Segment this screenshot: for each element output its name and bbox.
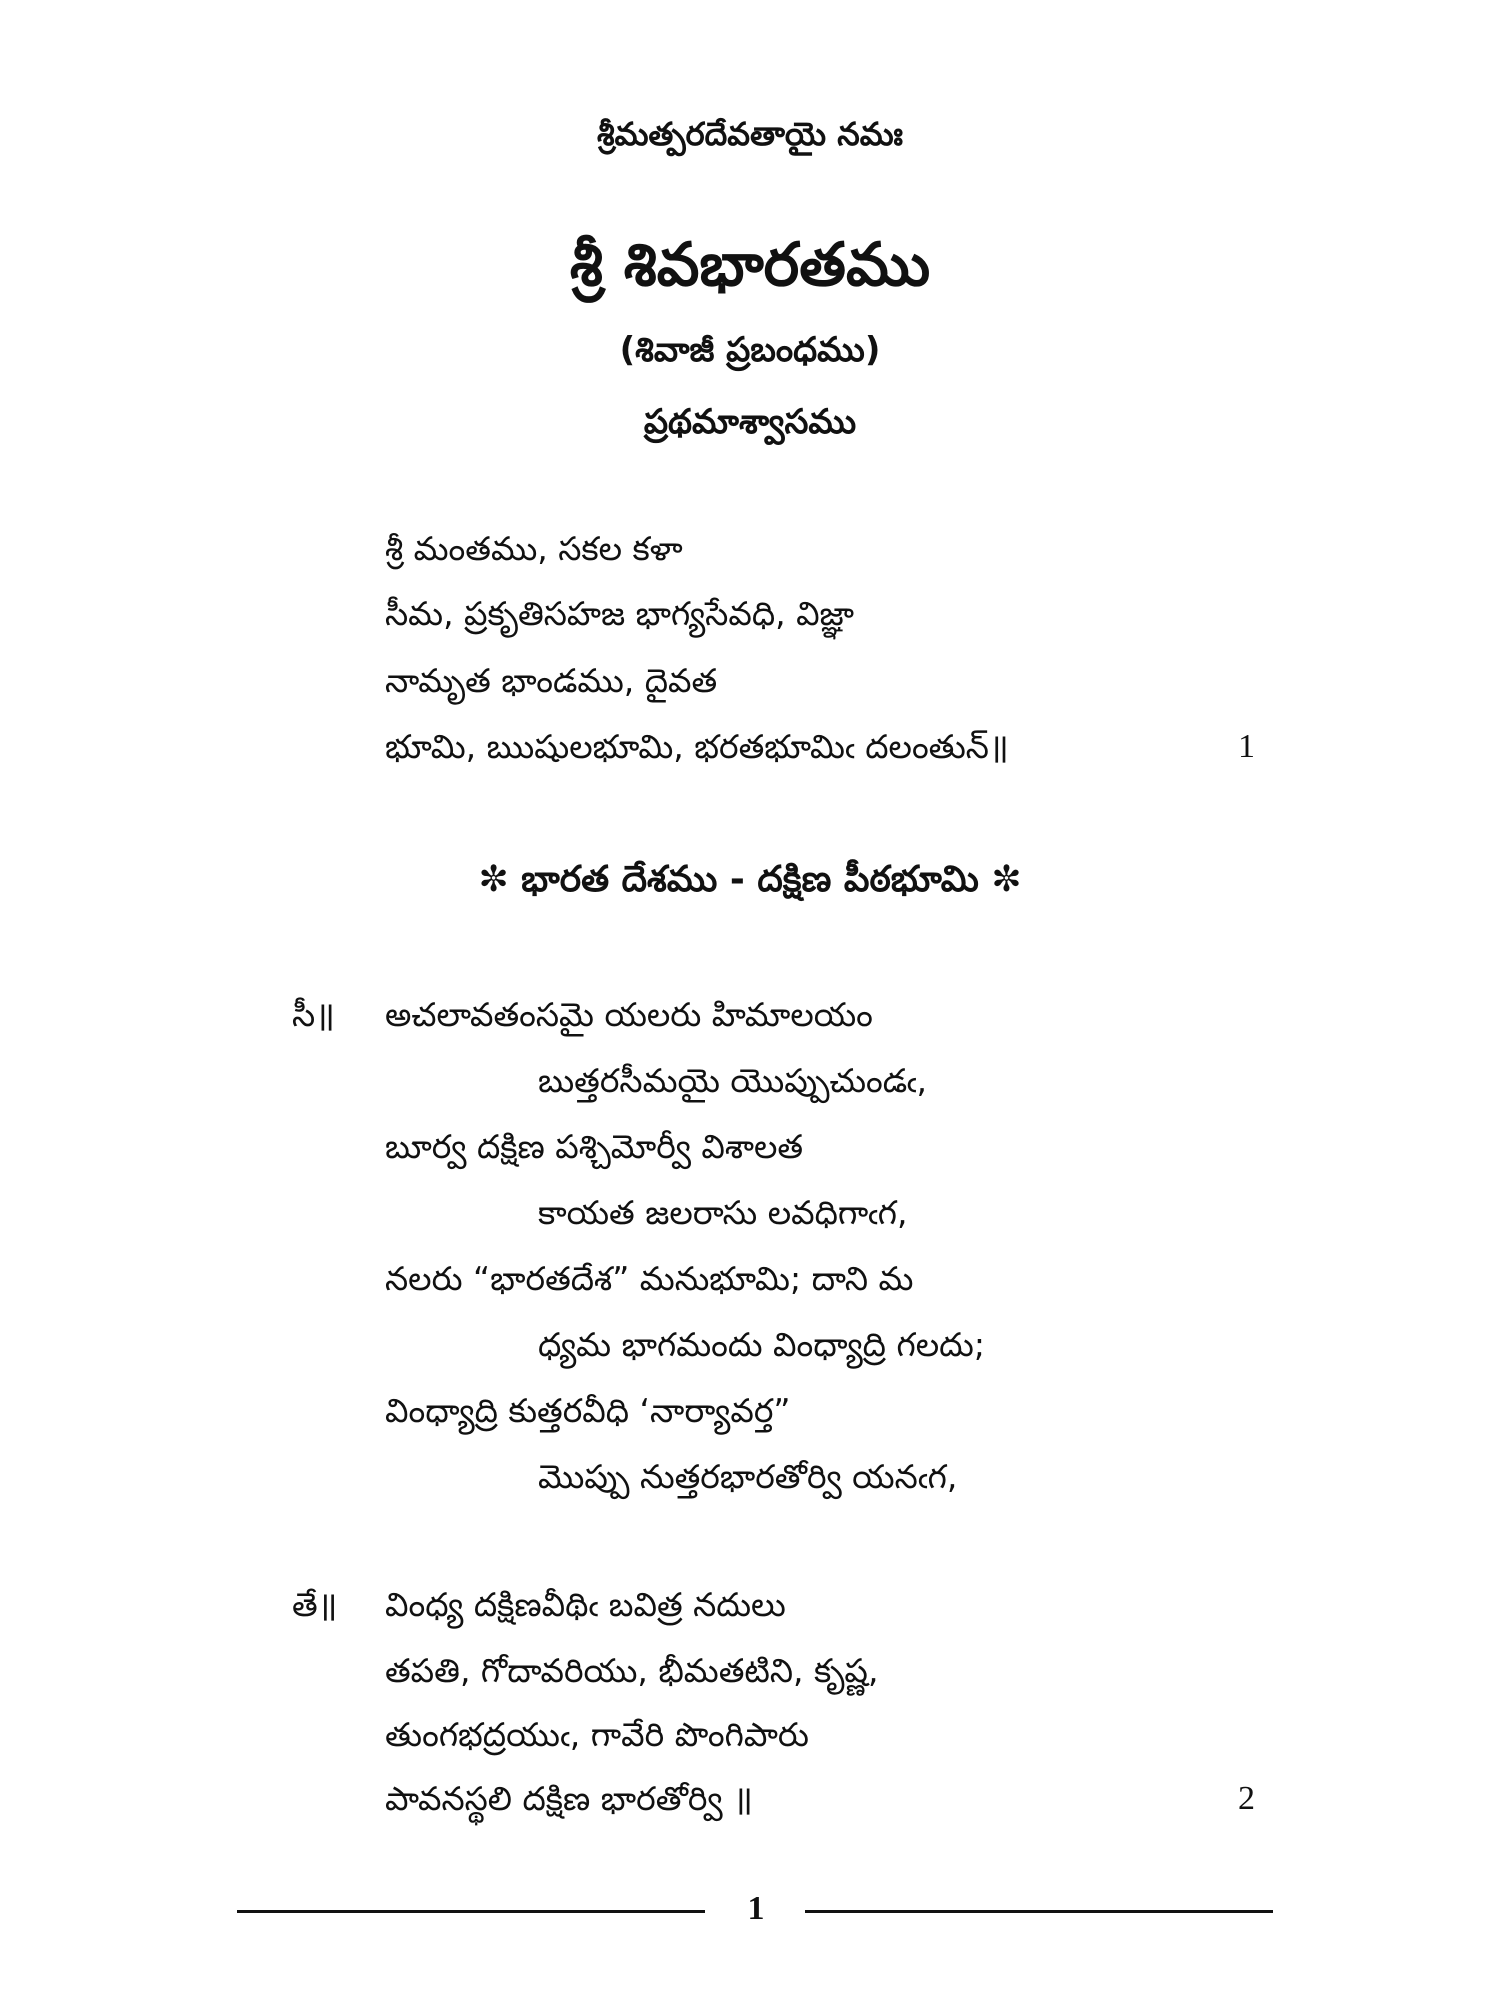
section-heading-text: భారత దేశము - దక్షిణ పీఠభూమి: [521, 859, 979, 900]
sisa-line-6: ధ్యమ భాగమందు వింధ్యాద్రి గలదు;: [538, 1325, 985, 1364]
verse1-line-3: నామృత భాండము, దైవత: [385, 661, 718, 700]
verse1-line-4: భూమి, ఋషులభూమి, భరతభూమిఁ దలంతున్॥: [385, 727, 1009, 766]
subtitle: (శివాజీ ప్రబంధము): [619, 330, 881, 370]
verse-number-1: 1: [1238, 728, 1255, 765]
teeta-line-1: వింధ్య దక్షిణవీథిఁ బవిత్ర నదులు: [385, 1585, 786, 1624]
teeta-line-4: పావనస్థలి దక్షిణ భారతోర్వి ॥: [385, 1779, 753, 1818]
verse-number-2: 2: [1238, 1780, 1255, 1817]
chapter-heading: ప్రథమాశ్వాసము: [643, 402, 857, 442]
footer-rule-right: [805, 1910, 1273, 1913]
sisa-line-8: మొప్పు నుత్తరభారతోర్వి యనఁగ,: [538, 1457, 958, 1496]
sisa-line-2: బుత్తరసీమయై యొప్పుచుండఁ,: [538, 1061, 927, 1100]
verse1-line-2: సీమ, ప్రకృతిసహజ భాగ్యసేవధి, విజ్ఞా: [385, 594, 855, 633]
sisa-line-1: అచలావతంసమై యలరు హిమాలయం: [385, 995, 873, 1034]
sisa-marker: సీ॥: [292, 995, 335, 1034]
ornament-right-icon: ✼: [978, 859, 1022, 900]
section-heading: [0, 859, 1500, 900]
page-number: 1: [747, 1890, 765, 1927]
sisa-line-5: నలరు “భారతదేశ” మనుభూమి; దాని మ: [385, 1259, 914, 1298]
verse1-line-1: శ్రీ మంతము, సకల కళా: [385, 529, 683, 568]
teeta-line-2: తపతి, గోదావరియు, భీమతటిని, కృష్ణ,: [385, 1651, 879, 1690]
sisa-line-3: బూర్వ దక్షిణ పశ్చిమోర్వీ విశాలత: [385, 1127, 804, 1166]
teeta-line-3: తుంగభద్రయుఁ, గావేరి పొంగిపారు: [385, 1715, 809, 1754]
page-title: శ్రీ శివభారతము: [569, 230, 931, 300]
sisa-line-7: వింధ్యాద్రి కుత్తరవీధి ‘నార్యావర్త”: [385, 1391, 791, 1430]
sisa-line-4: కాయత జలరాసు లవధిగాఁగ,: [538, 1193, 908, 1232]
ornament-left-icon: ✼: [478, 859, 522, 900]
teeta-marker: తే॥: [292, 1585, 338, 1624]
invocation: శ్రీమత్పరదేవతాయై నమః: [596, 115, 904, 153]
footer-rule-left: [237, 1910, 705, 1913]
